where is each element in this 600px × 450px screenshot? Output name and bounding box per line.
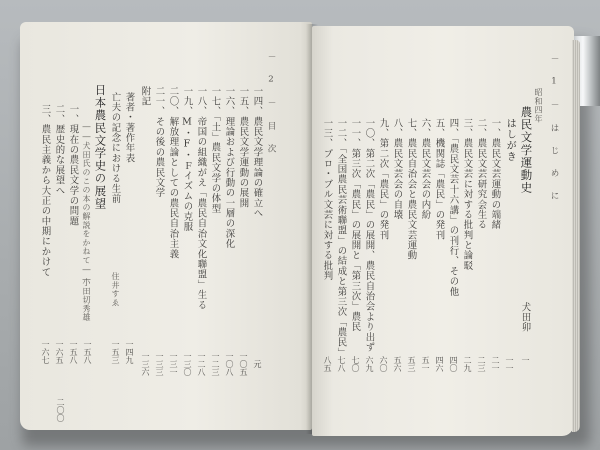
- toc-page-number: 一一: [505, 356, 514, 372]
- toc-author: 住井すゑ: [111, 272, 120, 308]
- toc-entry: 一八、帝国の組織がえ「農民自治文化聯盟」生る: [195, 86, 207, 311]
- toc-page-number: 一五八: [69, 340, 78, 364]
- toc-entry: 九、第二次「農民」の発刊: [377, 118, 389, 241]
- toc-entry: 一九、M・F・Ｆイズムの克服: [181, 86, 193, 232]
- toc-entry: 三、農民文芸に対する批判と論駁: [461, 118, 473, 271]
- toc-author: 小田切秀雄: [82, 278, 91, 322]
- toc-entry: 一七、「土」農民文学の体型: [209, 86, 221, 214]
- bottom-page-number: 二〇〇: [56, 398, 65, 422]
- toc-page-number: 四〇: [449, 356, 458, 372]
- toc-page-number: 一二八: [197, 352, 206, 376]
- toc-page-number: 一〇五: [239, 352, 248, 376]
- toc-entry: 八、農民文芸会の自壊: [391, 118, 403, 220]
- toc-entry: 四、「農民文芸十六講」の刊行、その他: [447, 118, 459, 297]
- toc-entry: 五、機関誌「農民」の発刊: [433, 118, 445, 241]
- toc-page-number: 一三六: [141, 352, 150, 376]
- toc-entry: 二一、その後の農民文学: [153, 86, 165, 199]
- toc-page-number: 一: [521, 356, 530, 364]
- right-page-header: － 1 － は じ め に: [549, 54, 559, 202]
- toc-page-number: 六九: [365, 356, 374, 372]
- toc-author: 犬田卯: [519, 302, 531, 333]
- toc-entry: 一四、農民文学理論の確立へ: [251, 86, 263, 219]
- toc-entry: 附記: [139, 86, 151, 107]
- toc-entry: 一〇、第二次「農民」の展開、農民自治会より出ず: [363, 118, 375, 353]
- toc-page-number: 一三〇: [183, 352, 192, 376]
- toc-page-number: 一五三: [111, 340, 120, 364]
- toc-page-number: 一六七: [41, 340, 50, 364]
- toc-entry: 七、農民自治会と農民文芸運動: [405, 118, 417, 261]
- left-page: [20, 22, 312, 430]
- toc-page-number: 五三: [407, 356, 416, 372]
- toc-entry: 一五、農民文学運動の展開: [237, 86, 249, 209]
- toc-section-heading: 日本農民文学史の展望: [93, 84, 108, 210]
- toc-section-heading: 農民文学運動史: [519, 106, 534, 195]
- toc-page-number: 一〇八: [225, 352, 234, 376]
- toc-page-number: 五六: [393, 356, 402, 372]
- left-page-header: － 2 － 目 次: [266, 52, 276, 155]
- toc-entry: 二、歴史的な展望へ: [53, 104, 65, 196]
- toc-page-number: 八五: [323, 356, 332, 372]
- toc-subtitle: ――犬田氏のこの本の解説をかねて――: [82, 122, 91, 285]
- toc-entry: 一一、第三次「農民」の展開と「第三次」農民: [349, 118, 361, 332]
- toc-note: 昭和四年: [534, 88, 543, 124]
- toc-entry: 三、農民主義から大正の中期にかけて: [39, 104, 51, 278]
- toc-page-number: 五一: [421, 356, 430, 372]
- toc-entry: 一、農民文芸運動の端緒: [489, 118, 501, 231]
- right-page: [312, 26, 574, 436]
- toc-page-number: 七〇: [351, 356, 360, 372]
- toc-page-number: 七八: [337, 356, 346, 372]
- toc-entry: 一二、「全国農民芸術聯盟」の結成と第三次「農民」: [335, 118, 347, 358]
- toc-entry: 亡夫の記念における生前: [109, 92, 121, 205]
- toc-page-number: 一六五: [55, 340, 64, 364]
- toc-entry: 六、農民文芸会の内紛: [419, 118, 431, 220]
- toc-page-number: 二三: [477, 356, 486, 372]
- toc-page-number: 二九: [463, 356, 472, 372]
- toc-page-number: 四六: [435, 356, 444, 372]
- toc-page-number: 二一: [491, 356, 500, 372]
- toc-entry: 二〇、解放理論としての農民自治主義: [167, 86, 179, 260]
- toc-page-number: 元: [253, 360, 262, 368]
- toc-entry: はしがき: [504, 118, 516, 162]
- toc-page-number: 一五八: [83, 340, 92, 364]
- toc-page-number: 六〇: [379, 356, 388, 372]
- toc-page-number: 一三三: [155, 352, 164, 376]
- toc-entry: 著者・著作年表: [123, 92, 135, 164]
- toc-entry: 一、現在の農民文学の問題: [67, 104, 79, 227]
- toc-page-number: 一四九: [125, 340, 134, 364]
- toc-page-number: 一二三: [211, 352, 220, 376]
- toc-entry: 一三、プロ・ブル文芸に対する批判: [321, 118, 333, 282]
- toc-entry: 一六、理論および行動の一層の深化: [223, 86, 235, 250]
- page-stack-edge: [572, 40, 580, 432]
- toc-entry: 二、農民文芸研究会生る: [475, 118, 487, 231]
- toc-page-number: 一三一: [169, 352, 178, 376]
